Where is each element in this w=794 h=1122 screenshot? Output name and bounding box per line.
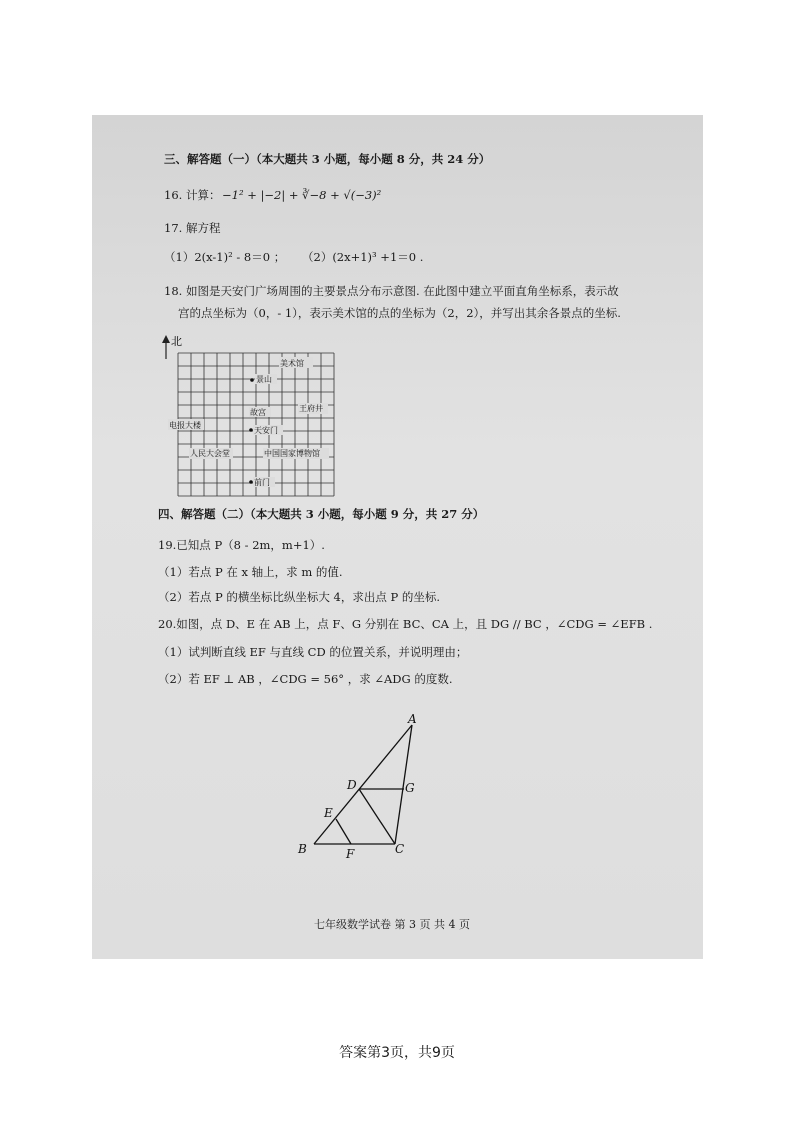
label-gugong: 故宫 xyxy=(250,408,266,417)
section4-heading: 四、解答题（二）（本大题共 3 小题，每小题 9 分，共 27 分） xyxy=(158,507,485,521)
label-greathall: 人民大会堂 xyxy=(190,449,230,458)
label-tiananmen: 天安门 xyxy=(254,426,278,435)
point-B: B xyxy=(298,842,307,856)
q20-part1: （1）试判断直线 EF 与直线 CD 的位置关系，并说明理由； xyxy=(158,645,468,659)
label-wangfujing: 王府井 xyxy=(299,404,323,413)
q17-part1: （1）2(x-1)² - 8＝0 ； xyxy=(164,250,286,264)
q16-number: 16. 计算： xyxy=(164,188,221,202)
north-label: 北 xyxy=(171,335,182,348)
point-C: C xyxy=(395,842,405,856)
q18-line2: 宫的点坐标为（0，- 1），表示美术馆的点的坐标为（2，2），并写出其余各景点的坐标. xyxy=(178,306,621,320)
triangle-figure xyxy=(292,713,432,863)
page-footer: 答案第3页，共9页 xyxy=(339,1045,455,1061)
photo-footer: 七年级数学试卷 第 3 页 共 4 页 xyxy=(314,918,470,931)
q20-stem: 20.如图，点 D、E 在 AB 上，点 F、G 分别在 BC、CA 上，且 DG // BC ，∠CDG = ∠EFB . xyxy=(158,617,653,631)
north-arrow xyxy=(162,335,182,359)
section3-heading: 三、解答题（一）（本大题共 3 小题，每小题 8 分，共 24 分） xyxy=(164,152,491,166)
q20-part2: （2）若 EF ⊥ AB ，∠CDG = 56° ，求 ∠ADG 的度数. xyxy=(158,672,453,686)
label-telegraph: 电报大楼 xyxy=(169,421,201,430)
point-A: A xyxy=(408,713,417,726)
landmark-map xyxy=(162,333,352,498)
q18-line1: 18. 如图是天安门广场周围的主要景点分布示意图. 在此图中建立平面直角坐标系，表示故 xyxy=(164,284,619,298)
point-D: D xyxy=(347,778,357,792)
label-nationalmuseum: 中国国家博物馆 xyxy=(264,449,320,458)
point-F: F xyxy=(346,847,355,861)
point-G: G xyxy=(405,781,415,795)
q17-title: 17. 解方程 xyxy=(164,221,221,235)
q16-expression: −1² + |−2| + ∛−8 + √(−3)² xyxy=(222,188,382,202)
point-E: E xyxy=(324,806,333,820)
q19-stem: 19.已知点 P（8 - 2m，m+1）. xyxy=(158,538,325,552)
scanned-exam-photo xyxy=(92,115,703,959)
label-qianmen: 前门 xyxy=(254,478,270,487)
q19-part1: （1）若点 P 在 x 轴上，求 m 的值. xyxy=(158,565,343,579)
label-jingshan: 景山 xyxy=(256,375,272,384)
label-museum: 美术馆 xyxy=(280,359,304,368)
q19-part2: （2）若点 P 的横坐标比纵坐标大 4，求出点 P 的坐标. xyxy=(158,590,441,604)
q17-part2: （2）(2x+1)³ +1＝0 . xyxy=(302,250,424,264)
